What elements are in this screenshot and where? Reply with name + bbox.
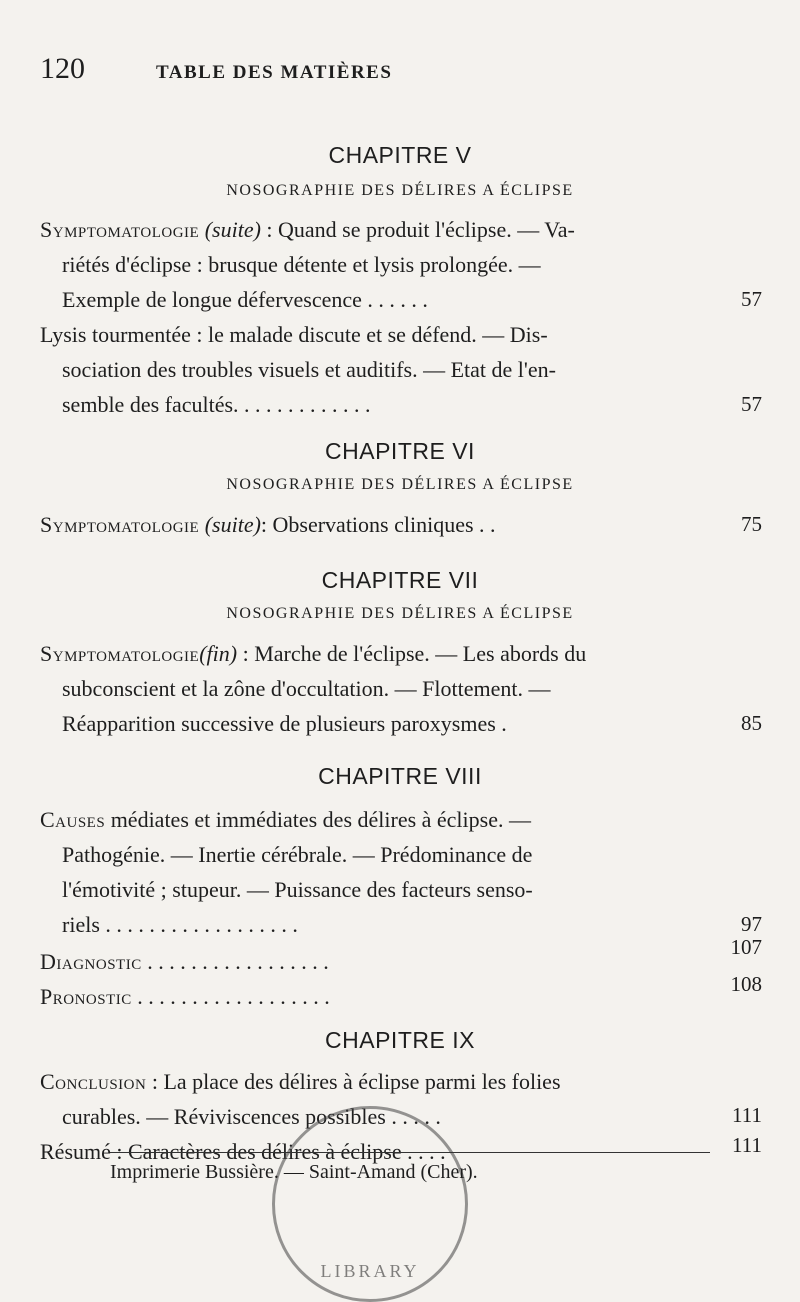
entry-page-number: 107 xyxy=(730,935,762,959)
entry-continuation: semble des facultés. . . . . . . . . . . . . xyxy=(62,392,371,417)
entry-continuation: riels . . . . . . . . . . . . . . . . . . xyxy=(62,912,298,937)
entry-continuation: Pathogénie. — Inertie cérébrale. — Prédominance de xyxy=(62,842,533,867)
entry-page-number: 108 xyxy=(730,972,762,996)
entry-page-number: 97 xyxy=(741,912,762,936)
entry-continuation: Réapparition successive de plusieurs paroxysmes . xyxy=(62,711,507,736)
entry-lead: Symptomatologie xyxy=(40,512,200,537)
entry-page-number: 75 xyxy=(741,512,762,536)
chapter-title: CHAPITRE VII xyxy=(321,567,479,593)
entry-page-number: 111 xyxy=(732,1133,762,1157)
library-stamp xyxy=(272,1106,468,1302)
entry-text: Lysis tourmentée : le malade discute et se défend. — Dis- xyxy=(40,322,548,347)
entry-lead: Symptomatologie xyxy=(40,217,200,242)
entry-continuation: l'émotivité ; stupeur. — Puissance des facteurs senso- xyxy=(62,877,533,902)
entry-continuation: sociation des troubles visuels et auditifs. — Etat de l'en- xyxy=(62,357,556,382)
entry-text: . . . . . . . . . . . . . . . . . xyxy=(141,949,329,974)
chapter-subtitle: NOSOGRAPHIE DES DÉLIRES A ÉCLIPSE xyxy=(226,182,574,199)
entry-lead: Diagnostic xyxy=(40,949,142,974)
toc-entry xyxy=(40,212,762,317)
page-number: 120 xyxy=(40,52,85,85)
toc-entry xyxy=(40,507,762,542)
chapter-title: CHAPITRE VI xyxy=(325,438,475,464)
chapter-subtitle: NOSOGRAPHIE DES DÉLIRES A ÉCLIPSE xyxy=(226,476,574,493)
running-title: TABLE DES MATIÈRES xyxy=(156,62,393,83)
toc-entry xyxy=(40,802,762,942)
entry-text: . . . . . . . . . . . . . . . . . . xyxy=(131,984,330,1009)
entry-page-number: 57 xyxy=(741,287,762,311)
stamp-text: LIBRARY xyxy=(320,1261,420,1281)
entry-page-number: 85 xyxy=(741,711,762,735)
entry-qualifier: (suite) xyxy=(204,217,261,242)
entry-continuation: subconscient et la zône d'occultation. — Flottement. — xyxy=(62,676,551,701)
entry-text: Résumé : Caractères des délires à éclipse . . . . xyxy=(40,1139,446,1164)
entry-text: médiates et immédiates des délires à éclipse. — xyxy=(105,807,531,832)
entry-page-number: 57 xyxy=(741,392,762,416)
entry-lead: Pronostic xyxy=(40,984,132,1009)
entry-lead: Causes xyxy=(40,807,106,832)
entry-qualifier: (suite) xyxy=(204,512,261,537)
entry-lead: Conclusion xyxy=(40,1069,147,1094)
toc-entry xyxy=(40,317,762,422)
imprint-line: Imprimerie Bussière. — Saint-Amand (Cher). xyxy=(110,1152,710,1184)
entry-text: : Quand se produit l'éclipse. — Va- xyxy=(260,217,575,242)
toc-entry xyxy=(40,972,762,1014)
chapter-title: CHAPITRE VIII xyxy=(318,763,482,789)
entry-text: : La place des délires à éclipse parmi les folies xyxy=(146,1069,561,1094)
chapter-title: CHAPITRE IX xyxy=(325,1027,475,1053)
chapter-title: CHAPITRE V xyxy=(328,142,472,168)
entry-qualifier: (fin) xyxy=(199,641,238,666)
entry-continuation: curables. — Réviviscences possibles . . . . . xyxy=(62,1104,441,1129)
entry-text: : Observations cliniques . . xyxy=(260,512,496,537)
entry-continuation: Exemple de longue défervescence . . . . . . xyxy=(62,287,428,312)
entry-text: : Marche de l'éclipse. — Les abords du xyxy=(237,641,587,666)
entry-continuation: riétés d'éclipse : brusque détente et lysis prolongée. — xyxy=(62,252,541,277)
entry-page-number: 111 xyxy=(732,1103,762,1127)
toc-entry xyxy=(40,935,762,979)
chapter-subtitle: NOSOGRAPHIE DES DÉLIRES A ÉCLIPSE xyxy=(226,605,574,622)
toc-entry xyxy=(40,636,762,741)
page-header xyxy=(40,52,760,92)
entry-lead: Symptomatologie xyxy=(40,641,200,666)
